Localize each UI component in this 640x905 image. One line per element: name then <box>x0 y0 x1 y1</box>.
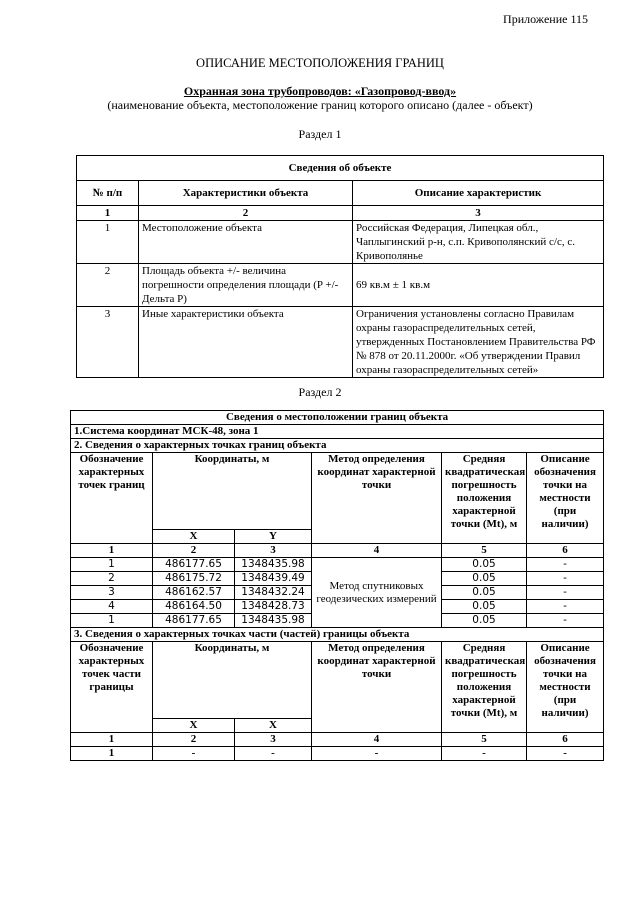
col-number: 6 <box>527 733 604 747</box>
col-number: 1 <box>71 544 153 558</box>
col-method: Метод определения координат характерной точки <box>312 642 442 733</box>
coordinate-system: 1.Система координат МСК-48, зона 1 <box>71 425 604 439</box>
section-2-label: Раздел 2 <box>298 385 342 399</box>
col-coordinates: Координаты, м <box>153 642 312 719</box>
col-header-number: № п/п <box>77 181 139 206</box>
point-id: 4 <box>71 600 153 614</box>
point-description: - <box>527 558 604 572</box>
point-accuracy: 0.05 <box>442 572 527 586</box>
subsection-2-title: 2. Сведения о характерных точках границ объекта <box>71 439 604 453</box>
point-accuracy: 0.05 <box>442 586 527 600</box>
row-characteristic: Площадь объекта +/- величина погрешности определения площади (P +/- Дельта P) <box>139 264 353 307</box>
point-id: 2 <box>71 572 153 586</box>
col-number: 3 <box>353 206 604 221</box>
point-id: 3 <box>71 586 153 600</box>
col-number: 5 <box>442 544 527 558</box>
point-x: 486162.57 <box>153 586 235 600</box>
col-accuracy: Средняя квадратическая погрешность положения характерной точки (Mt), м <box>442 642 527 733</box>
col-y: X <box>235 719 312 733</box>
col-number: 2 <box>153 733 235 747</box>
part-point-y: - <box>235 747 312 761</box>
boundary-location-table <box>70 410 604 761</box>
object-name: Охранная зона трубопроводов: «Газопровод-ввод» <box>183 84 457 98</box>
part-point-x: - <box>153 747 235 761</box>
method-value: Метод спутниковых геодезических измерений <box>312 558 442 628</box>
col-number: 1 <box>71 733 153 747</box>
col-x: X <box>153 719 235 733</box>
col-number: 3 <box>235 733 312 747</box>
row-description: Ограничения установлены согласно Правилам охраны газораспределительных сетей, утвержденных Постановлением Правительства РФ № 878 от 20.11.2000г. «Об утверждении Правил охраны газораспределительных сетей» <box>353 307 604 378</box>
point-x: 486177.65 <box>153 558 235 572</box>
col-y: Y <box>235 530 312 544</box>
col-point-designation: Обозначение характерных точек границ <box>71 453 153 544</box>
table-row <box>71 747 604 761</box>
point-y: 1348432.24 <box>235 586 312 600</box>
boundary-table-header: Сведения о местоположении границ объекта <box>71 411 604 425</box>
row-number: 3 <box>77 307 139 378</box>
col-number: 4 <box>312 733 442 747</box>
row-number: 2 <box>77 264 139 307</box>
point-accuracy: 0.05 <box>442 600 527 614</box>
document-title: ОПИСАНИЕ МЕСТОПОЛОЖЕНИЯ ГРАНИЦ <box>196 56 444 70</box>
object-info-header: Сведения об объекте <box>77 156 604 181</box>
col-number: 2 <box>139 206 353 221</box>
col-part-point-designation: Обозначение характерных точек части границы <box>71 642 153 733</box>
table-row <box>77 264 604 307</box>
part-point-method: - <box>312 747 442 761</box>
col-number: 2 <box>153 544 235 558</box>
col-number: 5 <box>442 733 527 747</box>
col-accuracy: Средняя квадратическая погрешность положения характерной точки (Mt), м <box>442 453 527 544</box>
point-id: 1 <box>71 614 153 628</box>
point-description: - <box>527 600 604 614</box>
point-x: 486175.72 <box>153 572 235 586</box>
col-method: Метод определения координат характерной точки <box>312 453 442 544</box>
table-row <box>77 221 604 264</box>
point-x: 486177.65 <box>153 614 235 628</box>
row-characteristic: Местоположение объекта <box>139 221 353 264</box>
col-header-description: Описание характеристик <box>353 181 604 206</box>
point-y: 1348439.49 <box>235 572 312 586</box>
section-1-label: Раздел 1 <box>298 127 342 141</box>
col-coordinates: Координаты, м <box>153 453 312 530</box>
point-accuracy: 0.05 <box>442 558 527 572</box>
col-x: X <box>153 530 235 544</box>
point-description: - <box>527 572 604 586</box>
object-info-table <box>76 155 604 378</box>
subsection-3-title: 3. Сведения о характерных точках части (частей) границы объекта <box>71 628 604 642</box>
row-number: 1 <box>77 221 139 264</box>
table-row <box>71 558 604 572</box>
col-point-description: Описание обозначения точки на местности (при наличии) <box>527 642 604 733</box>
col-header-characteristic: Характеристики объекта <box>139 181 353 206</box>
part-point-accuracy: - <box>442 747 527 761</box>
part-point-description: - <box>527 747 604 761</box>
point-id: 1 <box>71 558 153 572</box>
point-x: 486164.50 <box>153 600 235 614</box>
row-characteristic: Иные характеристики объекта <box>139 307 353 378</box>
part-point-id: 1 <box>71 747 153 761</box>
point-description: - <box>527 614 604 628</box>
row-description: Российская Федерация, Липецкая обл., Чаплыгинский р-н, с.п. Кривополянский с/с, с. Кривополянье <box>353 221 604 264</box>
col-number: 4 <box>312 544 442 558</box>
point-y: 1348435.98 <box>235 614 312 628</box>
object-description: (наименование объекта, местоположение границ которого описано (далее - объект) <box>107 98 533 112</box>
col-number: 3 <box>235 544 312 558</box>
col-point-description: Описание обозначения точки на местности (при наличии) <box>527 453 604 544</box>
point-y: 1348435.98 <box>235 558 312 572</box>
point-y: 1348428.73 <box>235 600 312 614</box>
row-description: 69 кв.м ± 1 кв.м <box>353 264 604 307</box>
col-number: 1 <box>77 206 139 221</box>
col-number: 6 <box>527 544 604 558</box>
point-accuracy: 0.05 <box>442 614 527 628</box>
table-row <box>77 307 604 378</box>
appendix-label: Приложение 115 <box>503 12 588 26</box>
point-description: - <box>527 586 604 600</box>
